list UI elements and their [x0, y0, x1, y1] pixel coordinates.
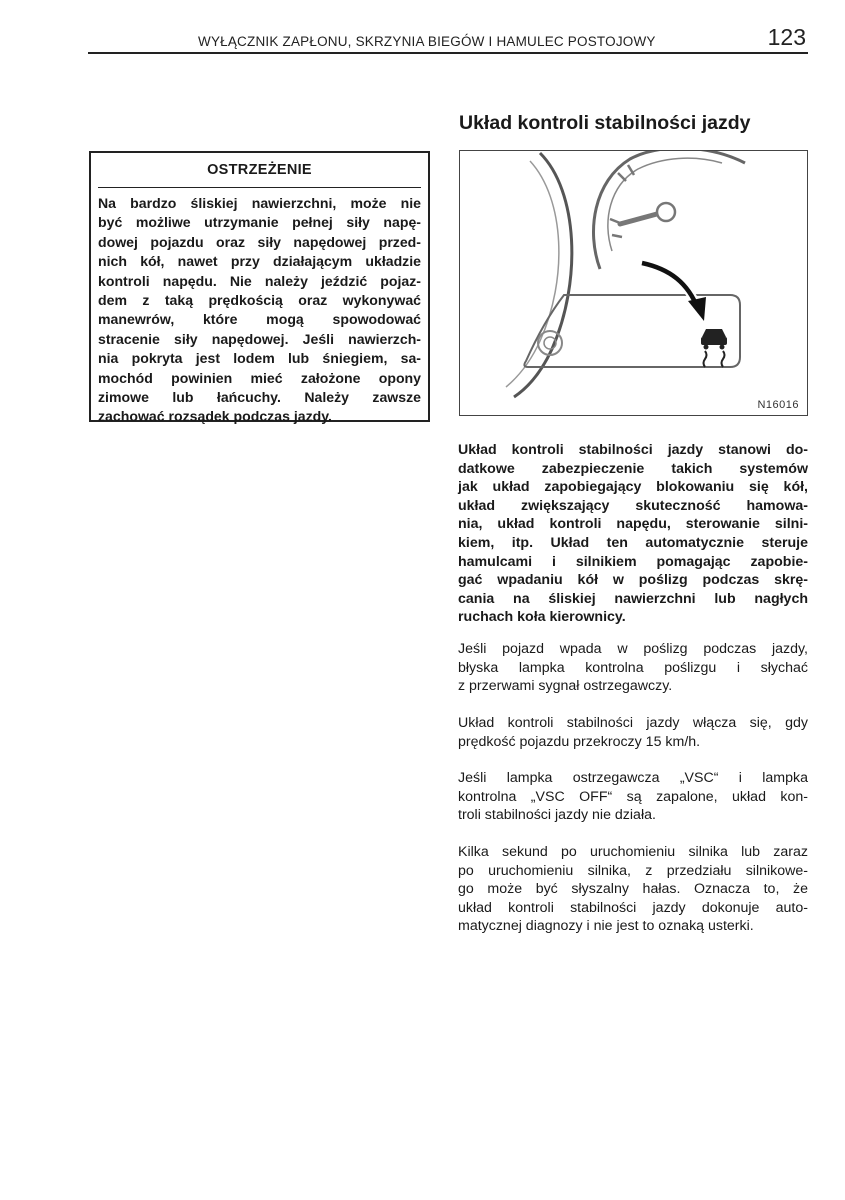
- warning-text: [98, 194, 421, 427]
- gauge-needle-hub: [657, 203, 675, 221]
- warning-line: dowej pojazdu oraz siły napędowej przed-: [98, 233, 421, 250]
- gauge-ticks: [610, 165, 634, 237]
- paragraph-line: datkowe zabezpieczenie takich systemów: [458, 460, 808, 477]
- left-gauge-arc: [514, 153, 572, 397]
- paragraph-line: kontrolna „VSC OFF“ są zapalone, układ kon-: [458, 788, 808, 805]
- section-title: Układ kontroli stabilności jazdy: [459, 112, 751, 134]
- figure-code: N16016: [757, 399, 799, 411]
- warning-line: mochód powinien mieć założone opony: [98, 369, 421, 386]
- paragraph-line: Jeśli lampka ostrzegawcza „VSC“ i lampka: [458, 770, 808, 786]
- instrument-cluster-illustration: [459, 150, 808, 416]
- intro-paragraph: [458, 441, 808, 627]
- paragraph-line: błyska lampka kontrolna poślizgu i słychać: [458, 659, 808, 676]
- paragraph-line: cania na śliskiej nawierzchni lub nagłych: [458, 590, 808, 607]
- paragraph-line: ruchach koła kierownicy.: [458, 609, 626, 626]
- diagnosis-paragraph: [458, 843, 808, 936]
- paragraph-line: po uruchomieniu silnika, z przedziału silnikowe-: [458, 862, 808, 879]
- cluster-drawing: [460, 151, 808, 416]
- warning-line: manewrów, które mogą spowodować: [98, 311, 421, 328]
- paragraph-line: kiem, itp. Układ ten automatycznie steruje: [458, 534, 808, 551]
- paragraph-line: z przerwami sygnał ostrzegawczy.: [458, 678, 673, 695]
- paragraph-line: go może być słyszalny hałas. Oznacza to, że: [458, 881, 808, 898]
- paragraph-line: nia, układ kontroli napędu, sterowanie silni-: [458, 516, 808, 533]
- warning-box: [89, 151, 430, 425]
- page-header: [88, 26, 808, 54]
- paragraph-line: prędkość pojazdu przekroczy 15 km/h.: [458, 733, 701, 750]
- paragraph-line: jak układ zapobiegający blokowaniu się kół,: [458, 479, 808, 496]
- warning-line: kontroli napędu. Nie należy jeździć pojaz-: [98, 272, 421, 289]
- warning-line: dem z taką prędkością oraz wykonywać: [98, 292, 421, 309]
- speed-paragraph: [458, 714, 808, 751]
- paragraph-line: układ kontroli stabilności jazdy dokonuje auto-: [458, 899, 808, 916]
- paragraph-line: gać wpadaniu kół w poślizg podczas skrę-: [458, 572, 808, 589]
- warning-line: nich kół, nawet przy działającym układzie: [98, 253, 421, 270]
- warning-divider: [98, 187, 421, 188]
- warning-line: zimowe lub łańcuchy. Należy zawsze: [98, 389, 421, 406]
- paragraph-line: Układ kontroli stabilności jazdy włącza się, gdy: [458, 715, 808, 731]
- warning-line: stracenie siły napędowej. Jeśli nawierzch-: [98, 330, 421, 347]
- warning-title: OSTRZEŻENIE: [207, 162, 312, 178]
- paragraph-line: Jeśli pojazd wpada w poślizg podczas jazdy,: [458, 641, 808, 657]
- paragraph-line: hamulcami i silnikiem pomagając zapobie-: [458, 553, 808, 570]
- warning-line: Na bardzo śliskiej nawierzchni, może nie: [98, 195, 421, 211]
- skid-paragraph: [458, 640, 808, 696]
- vsc-lamp-paragraph: [458, 769, 808, 825]
- paragraph-line: Układ kontroli stabilności jazdy stanowi do-: [458, 442, 808, 458]
- paragraph-line: matycznej diagnozy i nie jest to oznaką usterki.: [458, 918, 754, 935]
- paragraph-line: troli stabilności jazdy nie działa.: [458, 807, 656, 824]
- warning-line: nia pokryta jest lodem lub śniegiem, sa-: [98, 350, 421, 367]
- warning-line: zachować rozsądek podczas jazdy.: [98, 408, 332, 425]
- page-number: 123: [767, 24, 806, 50]
- warning-line: być możliwe utrzymanie pełnej siły napę-: [98, 214, 421, 231]
- vsc-slip-indicator-icon: [701, 329, 727, 367]
- header-title: WYŁĄCZNIK ZAPŁONU, SKRZYNIA BIEGÓW I HAMULEC POSTOJOWY: [198, 34, 656, 49]
- paragraph-line: Kilka sekund po uruchomieniu silnika lub zaraz: [458, 844, 808, 860]
- paragraph-line: układ zwiększający skuteczność hamowa-: [458, 497, 808, 514]
- pointer-arrow: [642, 263, 706, 321]
